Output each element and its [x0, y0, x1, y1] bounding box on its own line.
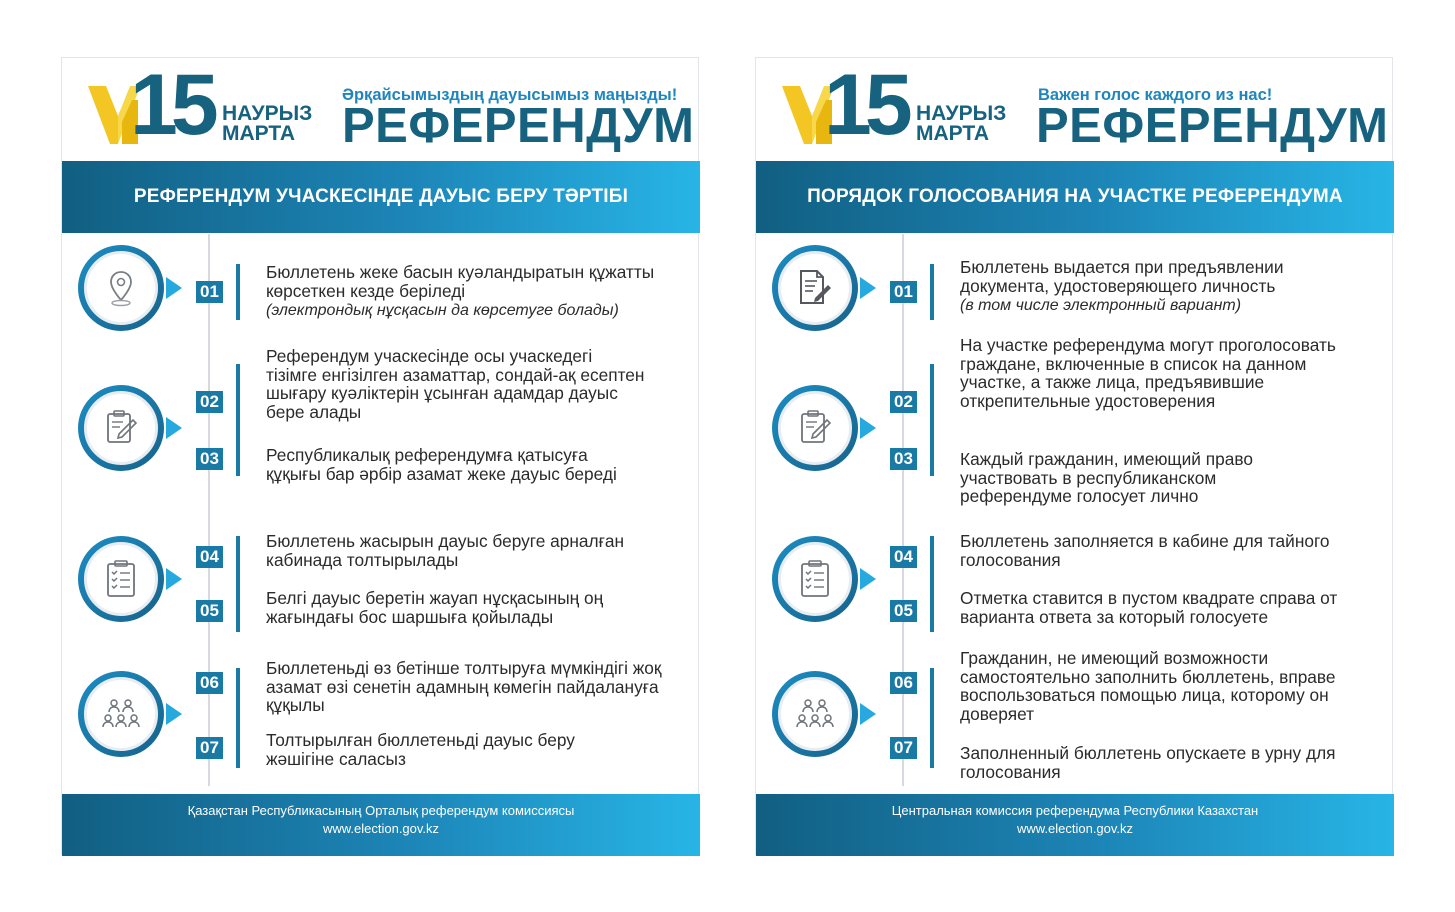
step-bar	[236, 264, 240, 320]
step-text: Референдум учаскесінде осы учаскедегі тізімге енгізілген азаматтар, сондай-ақ есептен шығару куәліктерін ұсынған адамдар дауыс бере алады	[266, 346, 645, 422]
footer-org: Центральная комиссия референдума Республики Казахстан	[891, 803, 1259, 818]
step-number: 01	[196, 281, 223, 303]
step-bar	[930, 264, 934, 320]
step-number: 07	[890, 737, 917, 759]
poster-russian	[755, 57, 1393, 855]
step-note: (электрондық нұсқасын да көрсетуге болады)	[266, 302, 619, 319]
timeline-line	[902, 234, 904, 786]
banner-text: РЕФЕРЕНДУМ УЧАСКЕСІНДЕ ДАУЫС БЕРУ ТӘРТІБІ	[133, 186, 629, 207]
step-number: 02	[196, 391, 223, 413]
poster-footer	[756, 794, 1394, 856]
checklist-icon	[99, 557, 143, 601]
clipboard-pen-icon	[793, 406, 837, 450]
logo-number: 15	[130, 57, 212, 153]
step-number: 04	[890, 546, 917, 568]
step-icon-circle	[78, 245, 164, 331]
step-text: Отметка ставится в пустом квадрате справа от варианта ответа за который голосуете	[960, 588, 1338, 627]
step-number: 06	[196, 672, 223, 694]
step-icon-circle	[78, 671, 164, 757]
step-text: Республикалық референдумға қатысуға құқығы бар әрбір азамат жеке дауыс береді	[266, 445, 617, 484]
document-pen-icon	[793, 266, 837, 310]
slogan: Әрқайсымыздың дауысымыз маңызды!	[342, 86, 678, 104]
step-number: 03	[890, 448, 917, 470]
people-group-icon	[793, 692, 837, 736]
referendum-title: РЕФЕРЕНДУМ	[342, 99, 695, 153]
location-pin-icon	[99, 266, 143, 310]
step-note: (в том числе электронный вариант)	[960, 297, 1242, 314]
step-text: Гражданин, не имеющий возможности самостоятельно заполнить бюллетень, вправе воспользоваться помощью лица, которому он доверяет	[960, 648, 1336, 724]
logo-number: 15	[824, 57, 906, 153]
step-bar	[930, 536, 934, 632]
referendum-title: РЕФЕРЕНДУМ	[1036, 99, 1389, 153]
step-number: 07	[196, 737, 223, 759]
step-number: 01	[890, 281, 917, 303]
step-icon-circle	[772, 536, 858, 622]
poster-header	[62, 58, 698, 161]
step-text: Бюллетень заполняется в кабине для тайного голосования	[960, 531, 1330, 570]
step-bar	[236, 364, 240, 476]
step-text: Бюллетень жасырын дауыс беруге арналған кабинада толтырылады	[266, 531, 625, 570]
footer-url[interactable]: www.election.gov.kz	[322, 821, 440, 836]
step-text: Заполненный бюллетень опускаете в урну для голосования	[960, 743, 1336, 782]
poster-kazakh	[61, 57, 699, 855]
footer-org: Қазақстан Республикасының Орталық референдум комиссиясы	[187, 803, 575, 818]
banner-text: ПОРЯДОК ГОЛОСОВАНИЯ НА УЧАСТКЕ РЕФЕРЕНДУМА	[807, 186, 1343, 207]
poster-header	[756, 58, 1392, 161]
step-number: 06	[890, 672, 917, 694]
step-number: 04	[196, 546, 223, 568]
clipboard-pen-icon	[99, 406, 143, 450]
section-banner	[62, 161, 700, 233]
logo-date: НАУРЫЗ МАРТА	[916, 102, 1007, 145]
people-group-icon	[99, 692, 143, 736]
step-text: Белгі дауыс беретін жауап нұсқасының оң жағындағы бос шаршыға қойылады	[266, 588, 604, 627]
step-bar	[930, 364, 934, 476]
step-icon-circle	[78, 536, 164, 622]
poster-footer	[62, 794, 700, 856]
step-icon-circle	[772, 245, 858, 331]
step-text: Бюллетеньді өз бетінше толтыруға мүмкіндігі жоқ азамат өзі сенетін адамның көмегін пайдалануға құқылы	[266, 658, 662, 715]
step-bar	[236, 536, 240, 632]
step-icon-circle	[772, 385, 858, 471]
logo-date: НАУРЫЗ МАРТА	[222, 102, 313, 145]
step-bar	[930, 668, 934, 768]
step-text: Каждый гражданин, имеющий право участвовать в республиканском референдуме голосует лично	[960, 449, 1253, 506]
slogan: Важен голос каждого из нас!	[1038, 86, 1273, 104]
step-bar	[236, 668, 240, 768]
step-number: 03	[196, 448, 223, 470]
step-text: Толтырылған бюллетеньді дауыс беру жәшігіне саласыз	[266, 730, 575, 769]
step-number: 05	[890, 600, 917, 622]
step-icon-circle	[78, 385, 164, 471]
step-text: Бюллетень выдается при предъявлении документа, удостоверяющего личность (в том числе электронный вариант)	[960, 257, 1284, 314]
step-text: На участке референдума могут проголосовать граждане, включенные в список на данном участке, а также лица, предъявившие открепительные удостоверения	[960, 335, 1336, 411]
section-banner	[756, 161, 1394, 233]
checklist-icon	[793, 557, 837, 601]
footer-url[interactable]: www.election.gov.kz	[1016, 821, 1134, 836]
timeline-line	[208, 234, 210, 786]
step-icon-circle	[772, 671, 858, 757]
step-number: 05	[196, 600, 223, 622]
step-text: Бюллетень жеке басын куәландыратын құжатты көрсеткен кезде беріледі (электрондық нұсқасын да көрсетуге болады)	[266, 262, 655, 319]
step-number: 02	[890, 391, 917, 413]
